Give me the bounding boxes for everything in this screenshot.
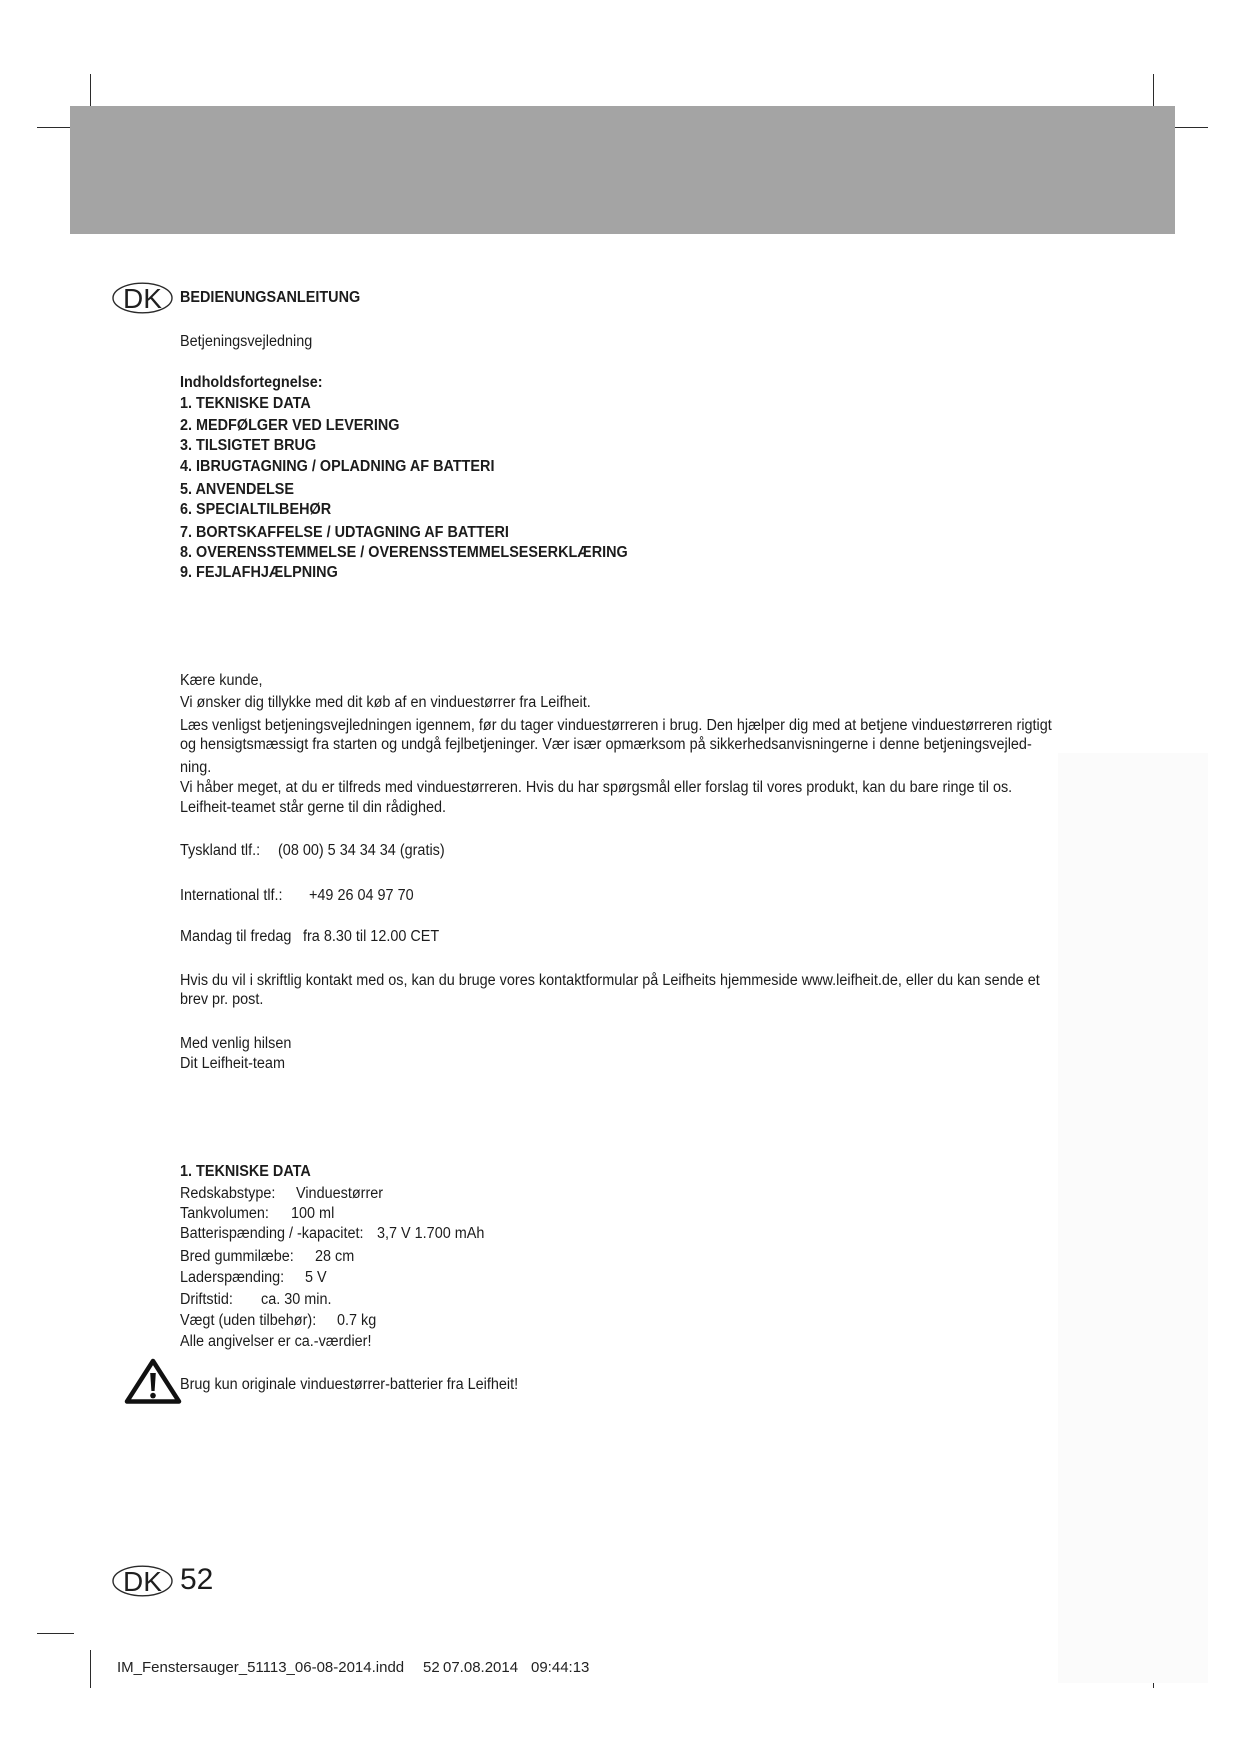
- page-number: 52: [180, 1563, 214, 1596]
- toc-item: 2. MEDFØLGER VED LEVERING: [180, 417, 400, 434]
- toc-item: 5. ANVENDELSE: [180, 481, 295, 498]
- spec-value: 3,7 V 1.700 mAh: [377, 1225, 485, 1242]
- page-title: BEDIENUNGSANLEITUNG: [180, 289, 361, 306]
- spec-value: 100 ml: [291, 1205, 335, 1222]
- contact-value: fra 8.30 til 12.00 CET: [303, 928, 440, 945]
- contact-value: +49 26 04 97 70: [309, 887, 414, 904]
- page-language-badge: [112, 1565, 173, 1597]
- crop-mark-top-left-horizontal: [37, 127, 74, 128]
- letter-line: Vi håber meget, at du er tilfreds med vinduestørreren. Hvis du har spørgsmål eller forslag til vores produkt, kan du bare ringe til os.: [180, 779, 1013, 796]
- contact-label: International tlf.:: [180, 887, 283, 904]
- letter-line: ning.: [180, 759, 212, 776]
- spec-note: Alle angivelser er ca.-værdier!: [180, 1333, 372, 1350]
- letter-line: og hensigtsmæssigt fra starten og undgå fejlbetjeninger. Vær især opmærksom på sikkerhedsanvisningerne i denne betjeningsvejled-: [180, 736, 1032, 753]
- crop-mark-bottom-left-horizontal: [37, 1633, 74, 1634]
- crop-mark-bottom-left-vertical: [90, 1650, 91, 1688]
- contact-label: Tyskland tlf.:: [180, 842, 261, 859]
- contact-form-line: Hvis du vil i skriftlig kontakt med os, kan du bruge vores kontaktformular på Leifheits hjemmeside www.leifheit.de, eller du kan sende et: [180, 972, 1040, 989]
- slug-page: 52: [423, 1659, 440, 1676]
- warning-triangle-icon: [124, 1357, 182, 1405]
- slug-file-name: IM_Fenstersauger_51113_06-08-2014.indd: [117, 1659, 405, 1676]
- slug-time: 09:44:13: [531, 1659, 590, 1676]
- spec-label: Laderspænding:: [180, 1269, 285, 1286]
- spec-value: 28 cm: [315, 1248, 355, 1265]
- closing-line: Dit Leifheit-team: [180, 1055, 285, 1072]
- toc-item: 9. FEJLAFHJÆLPNING: [180, 564, 338, 581]
- spec-label: Driftstid:: [180, 1291, 233, 1308]
- letter-line: Leifheit-teamet står gerne til din rådighed.: [180, 799, 447, 816]
- closing-line: Med venlig hilsen: [180, 1035, 292, 1052]
- spec-label: Tankvolumen:: [180, 1205, 269, 1222]
- page-language-badge-text: DK: [123, 1566, 162, 1597]
- spec-value: 5 V: [305, 1269, 327, 1286]
- slug-date: 07.08.2014: [443, 1659, 519, 1676]
- spec-value: 0.7 kg: [337, 1312, 377, 1329]
- letter-line: Kære kunde,: [180, 672, 263, 689]
- background-shading: [1058, 753, 1208, 1683]
- contact-label: Mandag til fredag: [180, 928, 292, 945]
- toc-item: 1. TEKNISKE DATA: [180, 395, 311, 412]
- toc-heading: Indholdsfortegnelse:: [180, 374, 323, 391]
- language-badge: [112, 282, 173, 314]
- contact-value: (08 00) 5 34 34 34 (gratis): [278, 842, 445, 859]
- spec-value: Vinduestørrer: [296, 1185, 384, 1202]
- section-heading-technical-data: 1. TEKNISKE DATA: [180, 1163, 311, 1180]
- spec-label: Vægt (uden tilbehør):: [180, 1312, 317, 1329]
- spec-label: Batterispænding / -kapacitet:: [180, 1225, 364, 1242]
- contact-form-line: brev pr. post.: [180, 991, 264, 1008]
- spec-label: Bred gummilæbe:: [180, 1248, 294, 1265]
- spec-value: ca. 30 min.: [261, 1291, 332, 1308]
- toc-item: 3. TILSIGTET BRUG: [180, 437, 317, 454]
- toc-item: 6. SPECIALTILBEHØR: [180, 501, 332, 518]
- toc-item: 7. BORTSKAFFELSE / UDTAGNING AF BATTERI: [180, 524, 509, 541]
- subtitle: Betjeningsvejledning: [180, 333, 313, 350]
- toc-item: 4. IBRUGTAGNING / OPLADNING AF BATTERI: [180, 458, 495, 475]
- header-band: [70, 106, 1175, 234]
- toc-item: 8. OVERENSSTEMMELSE / OVERENSSTEMMELSESERKLÆRING: [180, 544, 628, 561]
- spec-label: Redskabstype:: [180, 1185, 276, 1202]
- language-badge-text: DK: [123, 283, 162, 314]
- letter-line: Læs venligst betjeningsvejledningen igennem, før du tager vinduestørreren i brug. Den hjælper dig med at betjene vinduestørreren rigtigt: [180, 717, 1052, 734]
- warning-text: Brug kun originale vinduestørrer-batterier fra Leifheit!: [180, 1376, 519, 1393]
- letter-line: Vi ønsker dig tillykke med dit køb af en vinduestørrer fra Leifheit.: [180, 694, 591, 711]
